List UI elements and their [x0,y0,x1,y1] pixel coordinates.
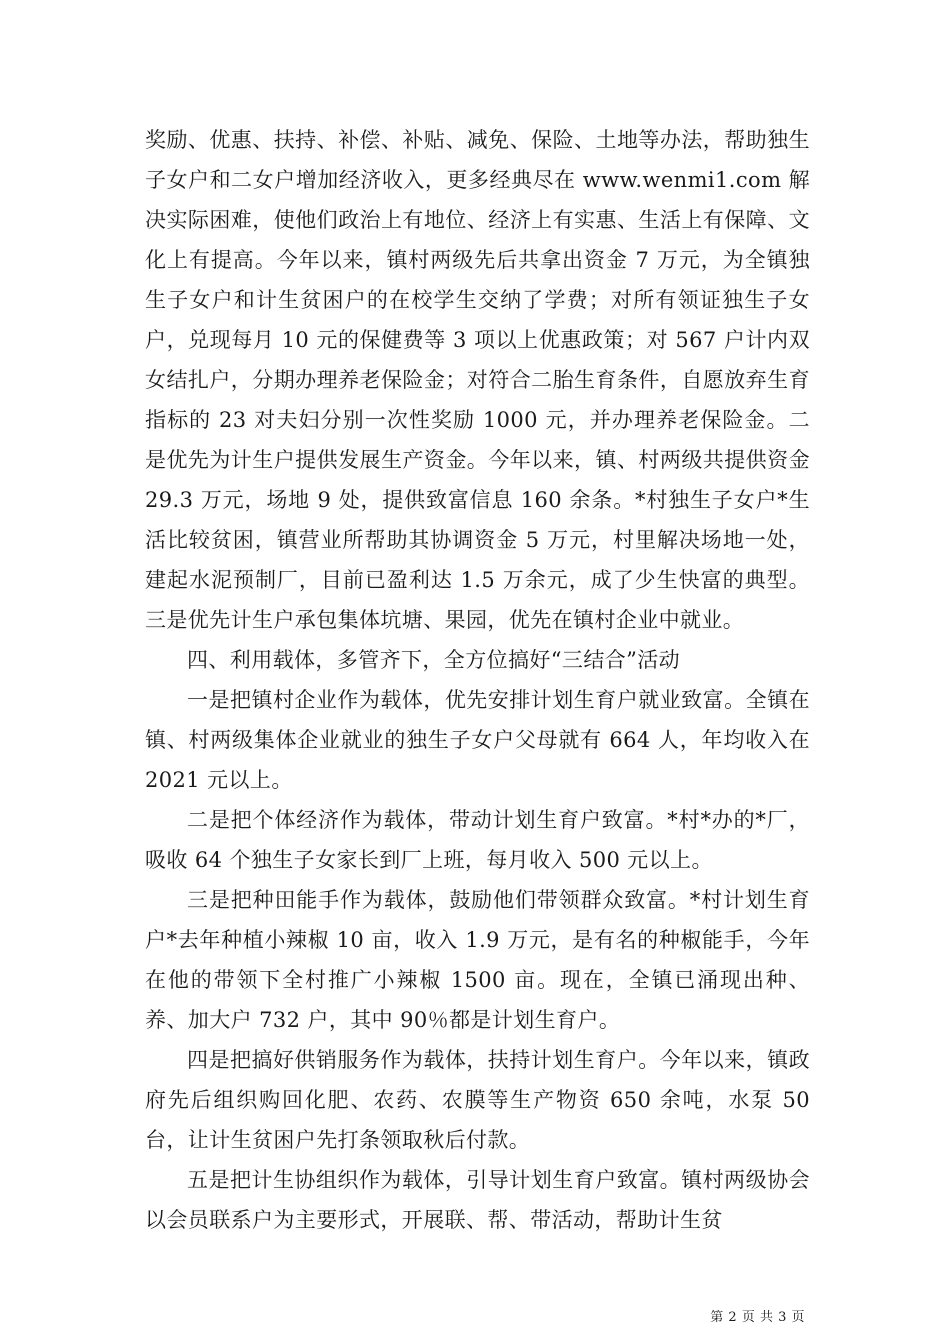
paragraph-opening: 奖励、优惠、扶持、补偿、补贴、减免、保险、土地等办法，帮助独生子女户和二女户增加经济收入，更多经典尽在 www.wenmi1.com 解决实际困难，使他们政治上有地位、经济上有实惠、生活上有保障、文化上有提高。今年以来，镇村两级先后共拿出资金 7 万元，为全镇独生子女户和计生贫困户的在校学生交纳了学费；对所有领证独生子女户，兑现每月 10 元的保健费等 3 项以上优惠政策；对 567 户计内双女结扎户，分期办理养老保险金；对符合二胎生育条件，自愿放弃生育指标的 23 对夫妇分别一次性奖励 1000 元，并办理养老保险金。二是优先为计生户提供发展生产资金。今年以来，镇、村两级共提供资金 29.3 万元，场地 9 处，提供致富信息 160 余条。*村独生子女户*生活比较贫困，镇营业所帮助其协调资金 5 万元，村里解决场地一处，建起水泥预制厂，目前已盈利达 1.5 万余元，成了少生快富的典型。三是优先计生户承包集体坑塘、果园，优先在镇村企业中就业。 [145,128,810,632]
paragraph-supply-service-carrier: 四是把搞好供销服务作为载体，扶持计划生育户。今年以来，镇政府先后组织购回化肥、农药、农膜等生产物资 650 余吨，水泵 50 台，让计生贫困户先打条领取秋后付款。 [145,1048,810,1152]
page-number-footer: 第 2 页 共 3 页 [710,1310,805,1325]
paragraph-farming-expert-carrier: 三是把种田能手作为载体，鼓励他们带领群众致富。*村计划生育户*去年种植小辣椒 10 亩，收入 1.9 万元，是有名的种椒能手，今年在他的带领下全村推广小辣椒 1500 亩。现在，全镇已涌现出种、养、加大户 732 户，其中 90％都是计划生育户。 [145,888,810,1032]
section-heading: 四、利用载体，多管齐下，全方位搞好“三结合”活动 [187,648,681,672]
paragraph-individual-economy-carrier: 二是把个体经济作为载体，带动计划生育户致富。*村*办的*厂，吸收 64 个独生子女家长到厂上班，每月收入 500 元以上。 [145,808,810,872]
paragraph-family-planning-association-carrier: 五是把计生协组织作为载体，引导计划生育户致富。镇村两级协会以会员联系户为主要形式，开展联、帮、带活动，帮助计生贫 [145,1168,810,1232]
document-body [145,120,810,1240]
paragraph-enterprise-carrier: 一是把镇村企业作为载体，优先安排计划生育户就业致富。全镇在镇、村两级集体企业就业的独生子女户父母就有 664 人，年均收入在 2021 元以上。 [145,688,810,792]
